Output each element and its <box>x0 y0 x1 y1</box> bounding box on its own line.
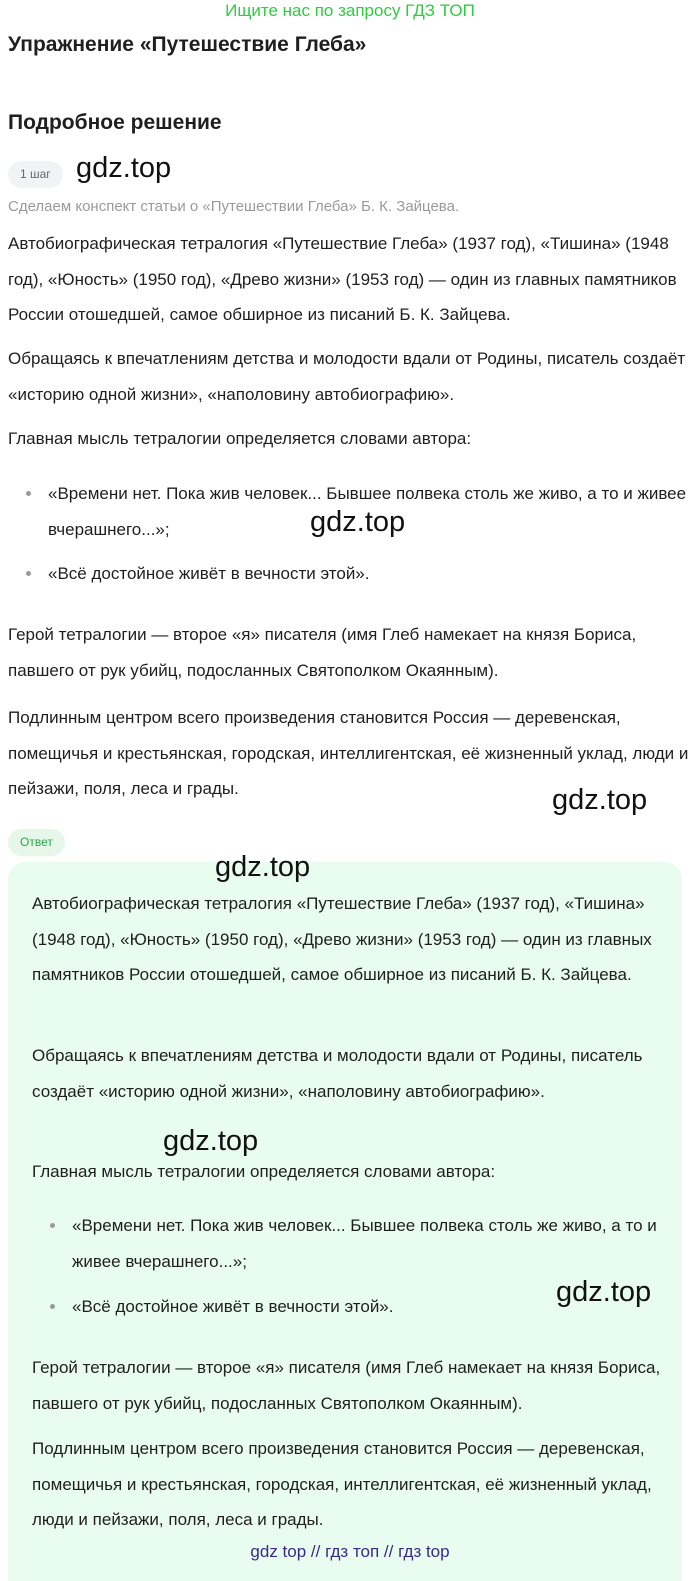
solution-paragraph: Обращаясь к впечатлениям детства и молодости вдали от Родины, писатель создаёт «историю одной жизни», «наполовину автобиографию». <box>8 349 686 404</box>
watermark: gdz.top <box>163 1125 259 1157</box>
answer-paragraph: Подлинным центром всего произведения становится Россия — деревенская, помещичья и крестьянская, городская, интеллигентская, её жизненный уклад, люди и пейзажи, поля, леса и грады. <box>32 1439 652 1529</box>
answer-paragraph: Главная мысль тетралогии определяется словами автора: <box>32 1162 496 1181</box>
watermark: gdz.top <box>76 152 172 184</box>
solution-title: Подробное решение <box>8 111 222 134</box>
quote-list-item: «Времени нет. Пока жив человек... Бывшее полвека столь же живо, а то и живее вчерашнего...»; <box>72 1208 672 1279</box>
answer-paragraph: Автобиографическая тетралогия «Путешествие Глеба» (1937 год), «Тишина» (1948 год), «Юность» (1950 год), «Древо жизни» (1953 год) — один из главных памятников России отошедшей, самое обширное из писаний Б. К. Зайцева. <box>32 894 652 984</box>
answer-badge: Ответ <box>8 829 65 856</box>
solution-intro: Сделаем конспект статьи о «Путешествии Глеба» Б. К. Зайцева. <box>8 198 460 215</box>
answer-paragraph: Герой тетралогии — второе «я» писателя (имя Глеб намекает на князя Бориса, павшего от рук убийц, подосланных Святополком Окаянным). <box>32 1358 661 1413</box>
watermark: gdz.top <box>215 851 311 883</box>
quote-list-item: «Времени нет. Пока жив человек... Бывшее полвека столь же живо, а то и живее вчерашнего...»; <box>48 476 688 547</box>
quote-list-item: «Всё достойное живёт в вечности этой». <box>72 1289 672 1325</box>
exercise-title: Упражнение «Путешествие Глеба» <box>8 33 367 56</box>
watermark: gdz.top <box>310 506 406 538</box>
solution-paragraph: Герой тетралогии — второе «я» писателя (имя Глеб намекает на князя Бориса, павшего от рук убийц, подосланных Святополком Окаянным). <box>8 625 637 680</box>
answer-paragraph: Обращаясь к впечатлениям детства и молодости вдали от Родины, писатель создаёт «историю одной жизни», «наполовину автобиографию». <box>32 1046 643 1101</box>
quote-list-item: «Всё достойное живёт в вечности этой». <box>48 556 688 592</box>
solution-paragraph: Автобиографическая тетралогия «Путешествие Глеба» (1937 год), «Тишина» (1948 год), «Юность» (1950 год), «Древо жизни» (1953 год) — один из главных памятников России отошедшей, самое обширное из писаний Б. К. Зайцева. <box>8 234 677 324</box>
step-badge: 1 шаг <box>8 161 63 188</box>
solution-paragraph: Подлинным центром всего произведения становится Россия — деревенская, помещичья и крестьянская, городская, интеллигентская, её жизненный уклад, люди и пейзажи, поля, леса и грады. <box>8 708 689 798</box>
search-banner: Ищите нас по запросу ГДЗ ТОП <box>225 1 475 20</box>
footer-links: gdz top // гдз топ // гдз top <box>250 1542 450 1561</box>
solution-paragraph: Главная мысль тетралогии определяется словами автора: <box>8 429 472 448</box>
watermark: gdz.top <box>552 784 648 816</box>
watermark: gdz.top <box>556 1276 652 1308</box>
